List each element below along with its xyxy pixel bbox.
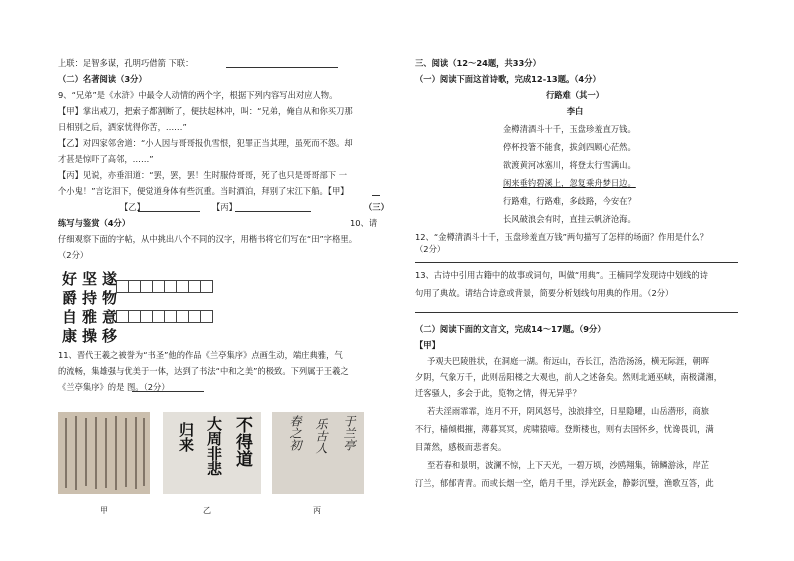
section-3-lead: （三） [364,202,389,212]
q12-answer-line[interactable] [415,262,738,263]
q10-lead: 10、请 [350,218,378,228]
q9-line-3: 日相别之后，洒家忧得你苦，……” [58,122,187,132]
calligraphy-image-b [163,412,261,494]
prose-line-2: 夕阴，气象万千，此则岳阳楼之大观也，前人之述备矣。然则北通巫峡，南极潇湘， [415,372,722,382]
calligraphy-row-1: 好坚遂 [62,270,123,288]
q9-blank-b[interactable] [138,211,200,212]
image-label-bing: 丙 [313,506,321,515]
q10-heading: 练写与鉴赏（4分） [58,218,131,228]
image-c-col-2: 乐古人 [314,418,328,454]
q11-line-3: 《兰亭集序》的是 图。（2分） [58,382,170,392]
calligraphy-row-2: 爵持物 [62,289,123,307]
image-b-col-3: 归来 [177,422,195,452]
q10-line-1: 仔细观察下面的字帖，从中挑出八个不同的汉字，用楷书将它们写在“田”字格里。 [58,234,357,244]
poem-line-5: 行路难，行路难，多歧路，今安在？ [503,196,636,206]
q12-line-2: （2分） [415,244,446,254]
q13-answer-line[interactable] [415,312,738,313]
q9-line-1: 9、“兄弟”是《水浒》中最令人动情的两个字，根据下列内容写出对应人物。 [58,90,338,100]
calligraphy-row-3: 自雅意 [62,308,123,326]
prose-line-6: 目萧然，感极而悲者矣。 [415,442,507,452]
poem-line-2: 停杯投箸不能食，拔剑四顾心茫然。 [503,142,636,152]
poem-line-6: 长风破浪会有时，直挂云帆济沧海。 [503,214,636,224]
calligraphy-image-a-strokes [58,412,150,494]
calligraphy-row-4: 康操移 [62,327,123,345]
part-2-heading: （二）阅读下面的文言文，完成14～17题。（9分） [415,324,606,334]
prose-line-7: 至若春和景明，波澜不惊，上下天光，一碧万顷，沙鸥翔集，锦鳞游泳，岸芷 [427,460,710,470]
prose-line-1: 予观夫巴陵胜状，在洞庭一湖。衔远山，吞长江，浩浩汤汤，横无际涯，朝晖 [427,356,710,366]
calligraphy-image-a [58,412,150,494]
q9-line-4: 【乙】对四家邻舍道：“小人因与哥哥报仇雪恨，犯罪正当其理，虽死而不怨。却 [58,138,353,148]
poem-title: 行路难（其一） [545,90,605,100]
q9-line-7: 个小鬼！”言讫泪下，便觉道身体有些沉重。当时酒泊，拜别了宋江下船。【甲】 [58,186,349,196]
poem-line-1: 金樽清酒斗十千，玉盘珍羞直万钱。 [503,124,636,134]
q12-line-1: 12、“金樽清酒斗十千，玉盘珍羞直万钱”两句描写了怎样的场面？作用是什么？ [415,232,708,242]
poem-line-4-underlined: 闲来垂钓碧溪上，忽复乘舟梦日边。 [503,178,636,188]
passage-jia-label: 【甲】 [415,340,440,350]
q9-blank-c[interactable] [235,211,311,212]
image-b-col-2: 大周非悲 [205,416,223,476]
q13-line-2: 句用了典故。请结合诗意或背景，简要分析划线句用典的作用。（2分） [415,288,674,298]
prose-line-5: 不行，樯倾楫摧，薄暮冥冥，虎啸猿啼。登斯楼也，则有去国怀乡，忧谗畏讥，满 [415,424,714,434]
image-label-jia: 甲 [100,506,108,515]
part-1-heading: （一）阅读下面这首诗歌，完成12-13题。（4分） [415,74,601,84]
prose-line-4: 若夫淫雨霏霏，连月不开，阴风怒号，浊浪排空，日星隐曜，山岳潜形，商旅 [427,406,710,416]
calligraphy-image-c [272,412,364,494]
q9-label-c: 【丙】 [212,202,237,212]
q11-line-2: 的流畅，集雄强与优美于一体，达到了书法“中和之美”的极致。下列属于王羲之 [58,366,349,376]
poem-author: 李白 [566,106,584,116]
writing-grid-row-1[interactable] [116,280,212,293]
q9-blank-a[interactable] [372,195,380,196]
section-2-heading: （二）名著阅读（3分） [58,74,147,84]
q10-line-2: （2分） [58,250,89,260]
couplet-answer-blank[interactable] [226,67,338,68]
section-3-heading: 三、阅读（12～24题，共33分） [415,58,541,68]
q9-line-6: 【丙】见说，亦垂泪道：“罢，罢，罢！生时服侍哥哥，死了也只是哥哥部下 一 [58,170,348,180]
q13-line-1: 13、古诗中引用古籍中的故事或词句，叫做“用典”。王楠同学发现诗中划线的诗 [415,270,708,280]
q9-label-b: 【乙】 [120,202,145,212]
q9-line-5: 才甚是惊吓了高邻，……” [58,154,154,164]
image-label-yi: 乙 [203,506,211,515]
q9-line-2: 【甲】掌出戒刀，把索子都割断了，便扶起林冲，叫：“兄弟，俺自从和你买刀那 [58,106,353,116]
image-c-col-3: 春之初 [288,415,302,451]
poem-line-3: 欲渡黄河冰塞川，将登太行雪满山。 [503,160,636,170]
prose-line-8: 汀兰，郁郁青青。而或长烟一空，皓月千里，浮光跃金，静影沉璧，渔歌互答，此 [415,478,714,488]
image-c-col-1: 于兰亭 [342,415,356,451]
couplet-line: 上联：足智多谋，孔明巧借箭 下联： [58,58,194,68]
prose-line-3: 迁客骚人，多会于此，览物之情，得无异乎？ [415,388,581,398]
q11-line-1: 11、晋代王羲之被誉为“书圣”他的作品《兰亭集序》点画生动，端庄典雅，气 [58,350,343,360]
image-b-col-1: 不得道 [232,416,252,467]
q11-blank[interactable] [132,391,204,392]
writing-grid-row-2[interactable] [116,310,212,323]
